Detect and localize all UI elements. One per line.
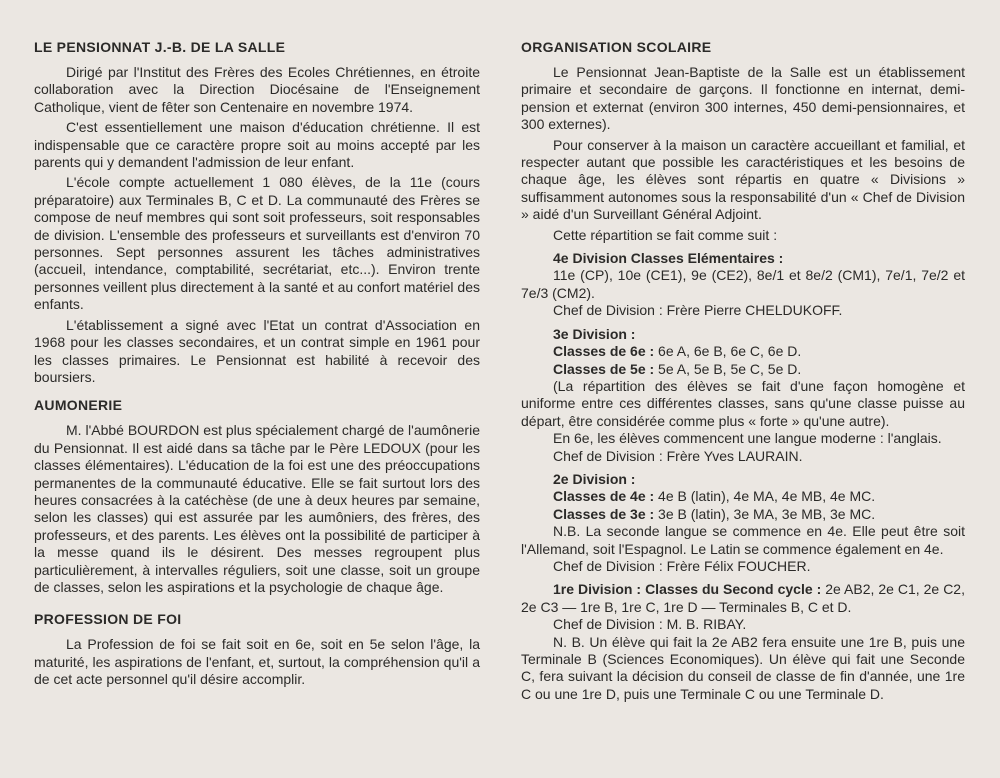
division-1-chef: Chef de Division : M. B. RIBAY.	[553, 616, 747, 633]
division-1-note: N. B. Un élève qui fait la 2e AB2 fera ensuite une 1re B, puis une Terminale B (Sciences Economiques). Un élève qui fait une Seconde C, fera suivant la décision du conseil de classe de fin d'année, une 1re C ou une 1re D, puis une Terminale C ou une Terminale D.	[521, 633, 965, 702]
pensionnat-paragraph-2: C'est essentiellement une maison d'éducation chrétienne. Il est indispensable que ce caractère propre soit au moins accepté par les parents qui y demandent l'admission de leur enfant.	[34, 119, 480, 171]
division-1-classes: 2e AB2, 2e C1, 2e C2, 2e C3 — 1re B, 1re C, 1re D — Terminales B, C et D.	[521, 581, 965, 615]
heading-pensionnat: LE PENSIONNAT J.-B. DE LA SALLE	[34, 39, 286, 55]
division-4-classes: 11e (CP), 10e (CE1), 9e (CE2), 8e/1 et 8e/2 (CM1), 7e/1, 7e/2 et 7e/3 (CM2).	[521, 267, 965, 301]
organisation-intro-1: Le Pensionnat Jean-Baptiste de la Salle est un établissement primaire et secondaire de garçons. Il fonctionne en internat, demi-pension et externat (environ 300 internes, 450 demi-pensionnaires, et 300 externes).	[521, 64, 965, 133]
division-1-line	[521, 581, 965, 616]
left-column	[34, 38, 480, 689]
division-2-line-4e	[521, 488, 965, 505]
division-3-label-6e: Classes de 6e :	[553, 343, 655, 360]
division-2-text-3e: 3e B (latin), 3e MA, 3e MB, 3e MC.	[654, 505, 876, 522]
division-2-label-4e: Classes de 4e :	[553, 488, 655, 505]
division-4-title: 4e Division Classes Elémentaires :	[553, 250, 784, 267]
division-3-line-6e	[521, 343, 965, 360]
heading-organisation-scolaire: ORGANISATION SCOLAIRE	[521, 39, 712, 55]
organisation-intro-2: Pour conserver à la maison un caractère accueillant et familial, et respecter autant que possible les caractéristiques et les besoins de chaque âge, les élèves sont répartis en quatre « Divisions » suffisamment autonomes sous la responsabilité d'un « Chef de Division » aidé d'un Surveillant Général Adjoint.	[521, 136, 965, 223]
division-3-line-5e	[521, 361, 965, 378]
pensionnat-paragraph-3: L'école compte actuellement 1 080 élèves, de la 11e (cours préparatoire) aux Terminales B, C et D. La communauté des Frères se compose de neuf membres qui sont soit professeurs, soit responsables de division. L'ensemble des professeurs et surveillants est d'environ 70 personnes. Sept personnes assurent les tâches administratives (accueil, intendance, comptabilité, secrétariat, etc...). Environ trente personnes veillent plus directement à la santé et au confort matériel des enfants.	[34, 174, 480, 313]
right-column	[521, 38, 965, 703]
division-4-chef: Chef de Division : Frère Pierre CHELDUKOFF.	[553, 302, 843, 319]
heading-aumonerie: AUMONERIE	[34, 397, 123, 414]
division-3-text-5e: 5e A, 5e B, 5e C, 5e D.	[654, 360, 802, 377]
profession-paragraph-1: La Profession de foi se fait soit en 6e, soit en 5e selon l'âge, la maturité, les aspirations de l'enfant, et, surtout, la compréhension qu'il a de cet acte personnel qu'il désire accomplir.	[34, 636, 480, 688]
division-3-note: (La répartition des élèves se fait d'une façon homogène et uniforme entre ces différentes classes, sans qu'une classe puisse au départ, être considérée comme plus « forte » qu'une autre).	[521, 377, 965, 429]
organisation-intro-3: Cette répartition se fait comme suit :	[553, 226, 778, 243]
division-2-note: N.B. La seconde langue se commence en 4e. Elle peut être soit l'Allemand, soit l'Espagnol. Le Latin se commence également en 4e.	[521, 523, 965, 557]
division-3-title: 3e Division :	[553, 325, 636, 342]
division-1-title: 1re Division : Classes du Second cycle :	[553, 581, 822, 598]
division-3-text-6e: 6e A, 6e B, 6e C, 6e D.	[654, 343, 802, 360]
heading-profession-de-foi: PROFESSION DE FOI	[34, 611, 182, 628]
division-2-line-3e	[521, 506, 965, 523]
division-2-text-4e: 4e B (latin), 4e MA, 4e MB, 4e MC.	[654, 488, 876, 505]
division-2-label-3e: Classes de 3e :	[553, 505, 655, 522]
division-3-langue: En 6e, les élèves commencent une langue moderne : l'anglais.	[553, 430, 942, 447]
division-2-chef: Chef de Division : Frère Félix FOUCHER.	[553, 557, 811, 574]
pensionnat-paragraph-1: Dirigé par l'Institut des Frères des Ecoles Chrétiennes, en étroite collaboration avec la Direction Diocésaine de l'Enseignement Catholique, vient de fêter son Centenaire en novembre 1974.	[34, 64, 480, 115]
division-3-label-5e: Classes de 5e :	[553, 360, 655, 377]
pensionnat-paragraph-4: L'établissement a signé avec l'Etat un contrat d'Association en 1968 pour les classes secondaires, et un contrat simple en 1961 pour les classes primaires. Le Pensionnat est habilité à recevoir des boursiers.	[34, 316, 480, 385]
aumonerie-paragraph-1: M. l'Abbé BOURDON est plus spécialement chargé de l'aumônerie du Pensionnat. Il est aidé dans sa tâche par le Père LEDOUX (pour les classes élémentaires). L'éducation de la foi est une des préoccupations permanentes de la communauté éducative. Elle se fait surtout lors des heures consacrées à la catéchèse (de une à deux heures par semaine, selon les classes) qui est assurée par les aumôniers, des frères, des professeurs, et des parents. Les élèves ont la possibilité de participer à la messe quand ils le désirent. Des messes regroupent plus particulièrement, à intervalles réguliers, soit une classe, soit un groupe de classes, selon les aspirations et la psychologie de chaque âge.	[34, 422, 480, 595]
division-3-chef: Chef de Division : Frère Yves LAURAIN.	[553, 447, 803, 464]
division-2-title: 2e Division :	[553, 470, 636, 487]
